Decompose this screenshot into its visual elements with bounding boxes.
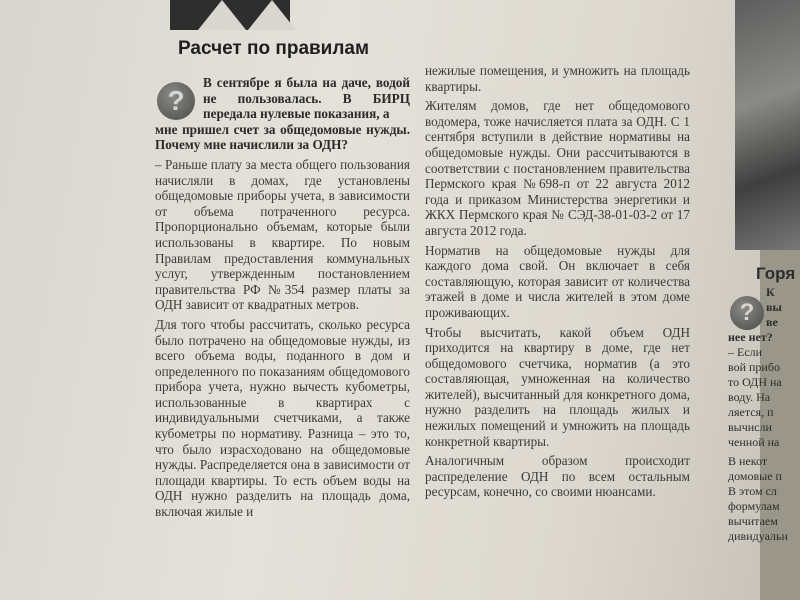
side-line: вычитаем bbox=[728, 514, 778, 528]
article-column-1 bbox=[155, 75, 410, 524]
side-line: формулам bbox=[728, 499, 780, 513]
side-line: то ОДН на bbox=[728, 375, 782, 389]
side-line: вы bbox=[766, 300, 782, 314]
answer-paragraph: Чтобы высчитать, какой объем ОДН приходится на квартиру в доме, где нет общедомового счетчика, норматив (а это составляющая, умноженная на количество жителей), высчитанный для конкретного дома, нужно разделить на площадь жилых и нежилых помещений и умножить на площадь конкретной квартиры. bbox=[425, 324, 690, 449]
side-line: В некот bbox=[728, 454, 768, 468]
side-line: ляется, п bbox=[728, 405, 774, 419]
side-article-title: Горя bbox=[756, 266, 796, 283]
reader-question bbox=[155, 75, 410, 153]
side-line: вой прибо bbox=[728, 360, 780, 374]
side-line: К bbox=[766, 285, 775, 299]
side-line: В этом сл bbox=[728, 484, 777, 498]
side-line: – Если bbox=[728, 345, 763, 359]
side-line: ченной на bbox=[728, 435, 780, 449]
question-start: В сентябре я была на даче, водой не пользовалась. В БИРЦ передала нулевые показания, а bbox=[203, 75, 410, 122]
side-line: вычисли bbox=[728, 420, 772, 434]
question-icon: ? bbox=[730, 296, 764, 330]
answer-paragraph: – Раньше плату за места общего пользования начисляли в домах, где установлены общедомовые приборы учета, в зависимости от объема потраченного ресурса. Пропорционально объемам, которые были использованы в квартире. По новым Правилам предоставления коммунальных услуг, утвержденным постановлением правительства РФ №354 размер платы за ОДН зависит от квадратных метров. bbox=[155, 156, 410, 313]
question-icon: ? bbox=[157, 82, 195, 120]
side-line: ве bbox=[766, 315, 778, 329]
side-line: домовые п bbox=[728, 469, 782, 483]
side-line: нее нет? bbox=[728, 330, 773, 344]
answer-paragraph: Жителям домов, где нет общедомового водомера, тоже начисляется плата за ОДН. С 1 сентября вступили в действие нормативы на общедомовые нужды. Они рассчитываются в соответствии с постановлением правительства Пермского края №698-п от 22 августа 2012 года и приказом Министерства энергетики и ЖКХ Пермского края № СЭД-38-01-03-2 от 17 августа 2012 года. bbox=[425, 98, 690, 238]
answer-paragraph: нежилые помещения, и умножить на площадь квартиры. bbox=[425, 63, 690, 94]
article-headline: Расчет по правилам bbox=[178, 38, 370, 59]
article-column-2 bbox=[425, 63, 690, 504]
side-line: дивидуальн bbox=[728, 529, 788, 543]
side-article bbox=[728, 266, 800, 544]
side-photo-fragment bbox=[735, 0, 800, 250]
answer-paragraph: Аналогичным образом происходит распределение ОДН по всем остальным ресурсам, конечно, со своими нюансами. bbox=[425, 453, 690, 500]
side-line: воду. На bbox=[728, 390, 771, 404]
answer-paragraph: Для того чтобы рассчитать, сколько ресурса было потрачено на общедомовые нужды, из всего объема воды, поданного в дом и определенного по показаниям общедомового прибора учета, нужно вычесть кубометры, использованные в квартирах с индивидуальными счетчиками, а также кубометры по нормативу. Разница – это то, что было израсходовано на общедомовые нужды. Распределяется она в зависимости от площади квартиры. То есть объем воды на ОДН нужно разделить на площадь дома, включая жилые и bbox=[155, 316, 410, 520]
top-photo-fragment bbox=[170, 0, 290, 30]
answer-paragraph: Норматив на общедомовые нужды для каждого дома свой. Он включает в себя составляющую, которая зависит от количества этажей в доме и числа жителей в этом доме проживающих. bbox=[425, 242, 690, 320]
question-end: мне пришел счет за общедомовые нужды. Почему мне начислили за ОДН? bbox=[155, 121, 410, 153]
